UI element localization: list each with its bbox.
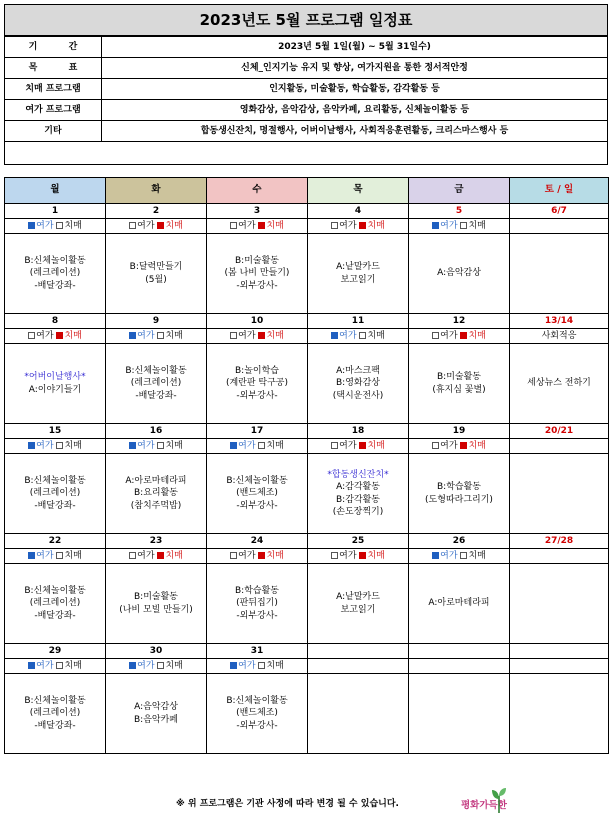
activity-cell bbox=[409, 454, 510, 534]
activity-line: B:학습활동 bbox=[235, 586, 279, 597]
activity-cell bbox=[409, 564, 510, 644]
activity-line: B:신체놀이활동 bbox=[226, 696, 288, 707]
weekend-label: 사회적응 bbox=[510, 329, 609, 344]
weekend-activity bbox=[510, 454, 609, 534]
activity-line: (밴드체조) bbox=[236, 488, 278, 499]
activity-line: B:신체놀이활동 bbox=[226, 476, 288, 487]
dementia-label: 치매 bbox=[266, 550, 284, 561]
leisure-label: 여가 bbox=[238, 440, 256, 451]
activity-line: -배달강좌- bbox=[34, 500, 76, 511]
dementia-checkbox bbox=[157, 552, 164, 559]
dementia-checkbox bbox=[359, 332, 366, 339]
empty-cell bbox=[308, 644, 409, 659]
activity-line: A:아로마테라피 bbox=[125, 476, 187, 487]
activity-cell bbox=[5, 234, 106, 314]
organization-logo bbox=[461, 787, 507, 815]
activity-line: B:신체놀이활동 bbox=[24, 256, 86, 267]
special-event: *어버이날행사* bbox=[24, 372, 86, 383]
info-value: 신체_인지기능 유지 및 향상, 여가지원을 통한 정서적안정 bbox=[102, 58, 608, 79]
date-row bbox=[5, 534, 609, 549]
leisure-checkbox bbox=[331, 332, 338, 339]
leisure-checkbox bbox=[230, 332, 237, 339]
leisure-label: 여가 bbox=[137, 660, 155, 671]
activity-line: A:낱말카드 bbox=[336, 592, 380, 603]
activity-cell bbox=[207, 234, 308, 314]
info-row bbox=[5, 100, 608, 121]
date-number: 3 bbox=[207, 204, 308, 219]
activity-line: B:요리활동 bbox=[134, 488, 178, 499]
dementia-label: 치매 bbox=[165, 220, 183, 231]
activity-line: (5월) bbox=[145, 274, 167, 285]
category-checkboxes bbox=[308, 439, 409, 454]
info-table bbox=[4, 36, 608, 165]
blank-cell bbox=[5, 142, 608, 165]
dementia-checkbox bbox=[157, 442, 164, 449]
activity-line: -외부강사- bbox=[236, 500, 278, 511]
empty-cell bbox=[409, 659, 510, 674]
activity-cell bbox=[106, 564, 207, 644]
activity-line: -배달강좌- bbox=[34, 720, 76, 731]
activity-cell bbox=[207, 674, 308, 754]
date-number: 29 bbox=[5, 644, 106, 659]
dementia-label: 치매 bbox=[165, 330, 183, 341]
date-number: 17 bbox=[207, 424, 308, 439]
activity-row bbox=[5, 344, 609, 424]
leisure-label: 여가 bbox=[36, 330, 54, 341]
dementia-label: 치매 bbox=[64, 660, 82, 671]
info-value: 합동생신잔치, 명절행사, 어버이날행사, 사회적응훈련활동, 크리스마스행사 등 bbox=[102, 121, 608, 142]
category-checkboxes bbox=[409, 329, 510, 344]
leisure-checkbox bbox=[230, 552, 237, 559]
dementia-checkbox bbox=[359, 222, 366, 229]
empty-cell bbox=[510, 659, 609, 674]
activity-cell bbox=[5, 564, 106, 644]
activity-line: (레크레이션) bbox=[29, 598, 81, 609]
weekend-label bbox=[510, 549, 609, 564]
dementia-checkbox bbox=[157, 662, 164, 669]
day-header-fri: 금 bbox=[409, 178, 510, 204]
weekend-date: 6/7 bbox=[510, 204, 609, 219]
date-number: 22 bbox=[5, 534, 106, 549]
leisure-label: 여가 bbox=[339, 440, 357, 451]
dementia-label: 치매 bbox=[64, 440, 82, 451]
leisure-label: 여가 bbox=[440, 550, 458, 561]
dementia-label: 치매 bbox=[266, 440, 284, 451]
leisure-checkbox bbox=[129, 222, 136, 229]
activity-cell bbox=[106, 674, 207, 754]
day-header-wed: 수 bbox=[207, 178, 308, 204]
dementia-checkbox bbox=[56, 662, 63, 669]
activity-line: (레크레이션) bbox=[29, 708, 81, 719]
leisure-checkbox bbox=[129, 662, 136, 669]
category-checkboxes bbox=[207, 219, 308, 234]
leisure-checkbox bbox=[129, 552, 136, 559]
activity-line: (택시운전사) bbox=[332, 390, 384, 401]
weekend-date: 13/14 bbox=[510, 314, 609, 329]
weekend-label bbox=[510, 439, 609, 454]
leisure-label: 여가 bbox=[137, 550, 155, 561]
activity-line: B:영화감상 bbox=[336, 378, 380, 389]
leisure-checkbox bbox=[28, 442, 35, 449]
category-checkboxes bbox=[308, 549, 409, 564]
activity-line: B:신체놀이활동 bbox=[24, 586, 86, 597]
dementia-checkbox bbox=[460, 442, 467, 449]
leisure-label: 여가 bbox=[36, 220, 54, 231]
weekend-activity bbox=[510, 344, 609, 424]
activity-cell bbox=[308, 344, 409, 424]
info-value: 인지활동, 미술활동, 학습활동, 감각활동 등 bbox=[102, 79, 608, 100]
date-number: 5 bbox=[409, 204, 510, 219]
leisure-checkbox bbox=[230, 442, 237, 449]
dementia-checkbox bbox=[258, 222, 265, 229]
activity-line: (참치주먹밥) bbox=[130, 500, 182, 511]
category-checkboxes bbox=[5, 659, 106, 674]
activity-cell bbox=[5, 344, 106, 424]
activity-line: B:신체놀이활동 bbox=[24, 476, 86, 487]
activity-line: (레크레이션) bbox=[29, 268, 81, 279]
date-number: 15 bbox=[5, 424, 106, 439]
activity-line: -배달강좌- bbox=[34, 280, 76, 291]
activity-line: A:낱말카드 bbox=[336, 262, 380, 273]
dementia-checkbox bbox=[460, 332, 467, 339]
leisure-checkbox bbox=[432, 552, 439, 559]
activity-line: (계란판 탁구공) bbox=[225, 378, 289, 389]
info-value: 2023년 5월 1일(월) ~ 5월 31일수) bbox=[102, 37, 608, 58]
dementia-label: 치매 bbox=[468, 550, 486, 561]
dementia-label: 치매 bbox=[468, 440, 486, 451]
dementia-checkbox bbox=[157, 222, 164, 229]
date-number: 10 bbox=[207, 314, 308, 329]
activity-line: (레크레이션) bbox=[130, 378, 182, 389]
dementia-checkbox bbox=[56, 552, 63, 559]
activity-line: (밴드체조) bbox=[236, 708, 278, 719]
activity-line: (휴지심 꽃별) bbox=[432, 384, 486, 395]
dementia-checkbox bbox=[56, 442, 63, 449]
activity-line: B:음악카페 bbox=[134, 714, 178, 725]
activity-cell bbox=[5, 454, 106, 534]
date-row bbox=[5, 204, 609, 219]
dementia-checkbox bbox=[359, 552, 366, 559]
date-number: 18 bbox=[308, 424, 409, 439]
leisure-label: 여가 bbox=[238, 550, 256, 561]
leisure-checkbox bbox=[331, 222, 338, 229]
leisure-label: 여가 bbox=[137, 330, 155, 341]
dementia-label: 치매 bbox=[468, 220, 486, 231]
activity-line: B:달력만들기 bbox=[129, 262, 183, 273]
activity-cell bbox=[5, 674, 106, 754]
dementia-checkbox bbox=[460, 222, 467, 229]
activity-cell bbox=[409, 344, 510, 424]
date-number: 11 bbox=[308, 314, 409, 329]
leisure-label: 여가 bbox=[440, 440, 458, 451]
title-table bbox=[4, 4, 608, 36]
weekend-label bbox=[510, 219, 609, 234]
dementia-label: 치매 bbox=[165, 660, 183, 671]
day-header-tue: 화 bbox=[106, 178, 207, 204]
leisure-label: 여가 bbox=[238, 220, 256, 231]
leisure-label: 여가 bbox=[137, 440, 155, 451]
date-number: 12 bbox=[409, 314, 510, 329]
activity-cell bbox=[207, 344, 308, 424]
category-checkboxes bbox=[5, 219, 106, 234]
empty-cell bbox=[510, 644, 609, 659]
activity-cell bbox=[308, 564, 409, 644]
activity-cell bbox=[409, 234, 510, 314]
dementia-label: 치매 bbox=[367, 440, 385, 451]
activity-row bbox=[5, 564, 609, 644]
info-row bbox=[5, 58, 608, 79]
category-checkboxes bbox=[409, 549, 510, 564]
date-number: 23 bbox=[106, 534, 207, 549]
dementia-label: 치매 bbox=[468, 330, 486, 341]
category-checkboxes bbox=[5, 549, 106, 564]
activity-row bbox=[5, 234, 609, 314]
dementia-checkbox bbox=[56, 332, 63, 339]
weekend-activity bbox=[510, 234, 609, 314]
leisure-label: 여가 bbox=[238, 660, 256, 671]
activity-line: B:학습활동 bbox=[437, 482, 481, 493]
activity-line: -외부강사- bbox=[236, 610, 278, 621]
activity-line: 세상뉴스 전하기 bbox=[527, 378, 591, 389]
activity-cell bbox=[106, 234, 207, 314]
activity-cell bbox=[308, 234, 409, 314]
leisure-label: 여가 bbox=[36, 440, 54, 451]
activity-line: A:음악감상 bbox=[134, 702, 178, 713]
leisure-label: 여가 bbox=[339, 330, 357, 341]
activity-line: A:감각활동 bbox=[336, 482, 380, 493]
activity-line: A:이야기들기 bbox=[28, 384, 82, 395]
leisure-checkbox bbox=[432, 332, 439, 339]
dementia-label: 치매 bbox=[367, 220, 385, 231]
activity-line: -배달강좌- bbox=[135, 390, 177, 401]
dementia-checkbox bbox=[460, 552, 467, 559]
leisure-label: 여가 bbox=[238, 330, 256, 341]
activity-cell bbox=[207, 454, 308, 534]
empty-cell bbox=[308, 659, 409, 674]
category-checkboxes bbox=[207, 549, 308, 564]
activity-line: B:미술활동 bbox=[437, 372, 481, 383]
category-row bbox=[5, 219, 609, 234]
category-row bbox=[5, 329, 609, 344]
dementia-label: 치매 bbox=[64, 330, 82, 341]
category-checkboxes bbox=[308, 219, 409, 234]
dementia-checkbox bbox=[56, 222, 63, 229]
category-checkboxes bbox=[106, 659, 207, 674]
activity-line: (봄 나비 만들기) bbox=[224, 268, 290, 279]
leisure-checkbox bbox=[28, 552, 35, 559]
activity-line: A:음악감상 bbox=[437, 268, 481, 279]
leisure-label: 여가 bbox=[440, 220, 458, 231]
date-number: 4 bbox=[308, 204, 409, 219]
activity-cell bbox=[106, 454, 207, 534]
leisure-checkbox bbox=[331, 442, 338, 449]
empty-cell bbox=[409, 674, 510, 754]
activity-line: B:놀이학습 bbox=[235, 366, 279, 377]
leisure-label: 여가 bbox=[339, 550, 357, 561]
special-event: *합동생신잔치* bbox=[327, 470, 389, 481]
date-number: 31 bbox=[207, 644, 308, 659]
date-row bbox=[5, 314, 609, 329]
dementia-checkbox bbox=[258, 552, 265, 559]
leisure-label: 여가 bbox=[440, 330, 458, 341]
weekday-header-row bbox=[5, 178, 609, 204]
activity-cell bbox=[308, 454, 409, 534]
activity-line: 보고읽기 bbox=[340, 604, 376, 615]
date-number: 16 bbox=[106, 424, 207, 439]
dementia-label: 치매 bbox=[367, 550, 385, 561]
dementia-label: 치매 bbox=[64, 220, 82, 231]
dementia-label: 치매 bbox=[165, 440, 183, 451]
info-label: 치매 프로그램 bbox=[5, 79, 102, 100]
activity-line: 보고읽기 bbox=[340, 274, 376, 285]
weekend-date: 27/28 bbox=[510, 534, 609, 549]
date-number: 2 bbox=[106, 204, 207, 219]
category-checkboxes bbox=[106, 329, 207, 344]
activity-line: A:아로마테라피 bbox=[428, 598, 490, 609]
activity-line: -배달강좌- bbox=[34, 610, 76, 621]
activity-line: B:신체놀이활동 bbox=[24, 696, 86, 707]
day-header-weekend: 토 / 일 bbox=[510, 178, 609, 204]
day-header-mon: 월 bbox=[5, 178, 106, 204]
dementia-checkbox bbox=[157, 332, 164, 339]
leisure-label: 여가 bbox=[36, 660, 54, 671]
dementia-label: 치매 bbox=[266, 330, 284, 341]
info-blank-row bbox=[5, 142, 608, 165]
leisure-checkbox bbox=[129, 442, 136, 449]
category-row bbox=[5, 659, 609, 674]
activity-line: -외부강사- bbox=[236, 280, 278, 291]
category-checkboxes bbox=[308, 329, 409, 344]
page-title: 2023년도 5월 프로그램 일정표 bbox=[5, 5, 608, 36]
category-checkboxes bbox=[409, 219, 510, 234]
empty-cell bbox=[510, 674, 609, 754]
category-checkboxes bbox=[409, 439, 510, 454]
dementia-label: 치매 bbox=[367, 330, 385, 341]
leisure-checkbox bbox=[28, 662, 35, 669]
category-row bbox=[5, 439, 609, 454]
dementia-checkbox bbox=[258, 662, 265, 669]
category-row bbox=[5, 549, 609, 564]
activity-line: B:신체놀이활동 bbox=[125, 366, 187, 377]
category-checkboxes bbox=[106, 549, 207, 564]
dementia-checkbox bbox=[359, 442, 366, 449]
date-number: 19 bbox=[409, 424, 510, 439]
category-checkboxes bbox=[207, 329, 308, 344]
leisure-checkbox bbox=[230, 662, 237, 669]
dementia-label: 치매 bbox=[64, 550, 82, 561]
leisure-checkbox bbox=[331, 552, 338, 559]
activity-line: -외부강사- bbox=[236, 720, 278, 731]
date-number: 1 bbox=[5, 204, 106, 219]
category-checkboxes bbox=[106, 439, 207, 454]
activity-line: (나비 모빌 만들기) bbox=[119, 604, 193, 615]
logo-text: 평화가득한 bbox=[461, 800, 507, 811]
activity-cell bbox=[106, 344, 207, 424]
activity-line: B:미술활동 bbox=[134, 592, 178, 603]
leisure-checkbox bbox=[230, 222, 237, 229]
leisure-label: 여가 bbox=[36, 550, 54, 561]
activity-line: (레크레이션) bbox=[29, 488, 81, 499]
date-number: 8 bbox=[5, 314, 106, 329]
info-label: 여가 프로그램 bbox=[5, 100, 102, 121]
leisure-label: 여가 bbox=[339, 220, 357, 231]
date-row bbox=[5, 424, 609, 439]
date-number: 9 bbox=[106, 314, 207, 329]
empty-cell bbox=[308, 674, 409, 754]
category-checkboxes bbox=[106, 219, 207, 234]
info-label: 기 간 bbox=[5, 37, 102, 58]
activity-line: -외부강사- bbox=[236, 390, 278, 401]
date-number: 25 bbox=[308, 534, 409, 549]
category-checkboxes bbox=[207, 659, 308, 674]
dementia-label: 치매 bbox=[266, 220, 284, 231]
date-number: 26 bbox=[409, 534, 510, 549]
leisure-checkbox bbox=[432, 442, 439, 449]
date-row bbox=[5, 644, 609, 659]
leisure-checkbox bbox=[28, 222, 35, 229]
activity-line: B:감각활동 bbox=[336, 494, 380, 505]
footer-note: ※ 위 프로그램은 기관 사정에 따라 변경 될 수 있습니다. bbox=[176, 799, 399, 809]
sprout-icon bbox=[491, 787, 507, 813]
activity-line: (판뒤집기) bbox=[236, 598, 278, 609]
date-number: 30 bbox=[106, 644, 207, 659]
info-row bbox=[5, 121, 608, 142]
activity-row bbox=[5, 454, 609, 534]
leisure-checkbox bbox=[432, 222, 439, 229]
dementia-checkbox bbox=[258, 332, 265, 339]
info-row bbox=[5, 37, 608, 58]
leisure-checkbox bbox=[129, 332, 136, 339]
info-value: 영화감상, 음악감상, 음악카페, 요리활동, 신체놀이활동 등 bbox=[102, 100, 608, 121]
activity-line: (도형따라그리기) bbox=[425, 494, 493, 505]
activity-row bbox=[5, 674, 609, 754]
date-number: 24 bbox=[207, 534, 308, 549]
category-checkboxes bbox=[207, 439, 308, 454]
leisure-label: 여가 bbox=[137, 220, 155, 231]
category-checkboxes bbox=[5, 439, 106, 454]
day-header-thu: 목 bbox=[308, 178, 409, 204]
info-label: 기타 bbox=[5, 121, 102, 142]
weekend-date: 20/21 bbox=[510, 424, 609, 439]
leisure-checkbox bbox=[28, 332, 35, 339]
dementia-label: 치매 bbox=[165, 550, 183, 561]
calendar-table bbox=[4, 177, 609, 754]
activity-line: A:마스크팩 bbox=[336, 366, 380, 377]
info-label: 목 표 bbox=[5, 58, 102, 79]
activity-line: B:미술활동 bbox=[235, 256, 279, 267]
dementia-checkbox bbox=[258, 442, 265, 449]
empty-cell bbox=[409, 644, 510, 659]
info-row bbox=[5, 79, 608, 100]
category-checkboxes bbox=[5, 329, 106, 344]
weekend-activity bbox=[510, 564, 609, 644]
dementia-label: 치매 bbox=[266, 660, 284, 671]
activity-cell bbox=[207, 564, 308, 644]
activity-line: (손도장찍기) bbox=[332, 506, 384, 517]
